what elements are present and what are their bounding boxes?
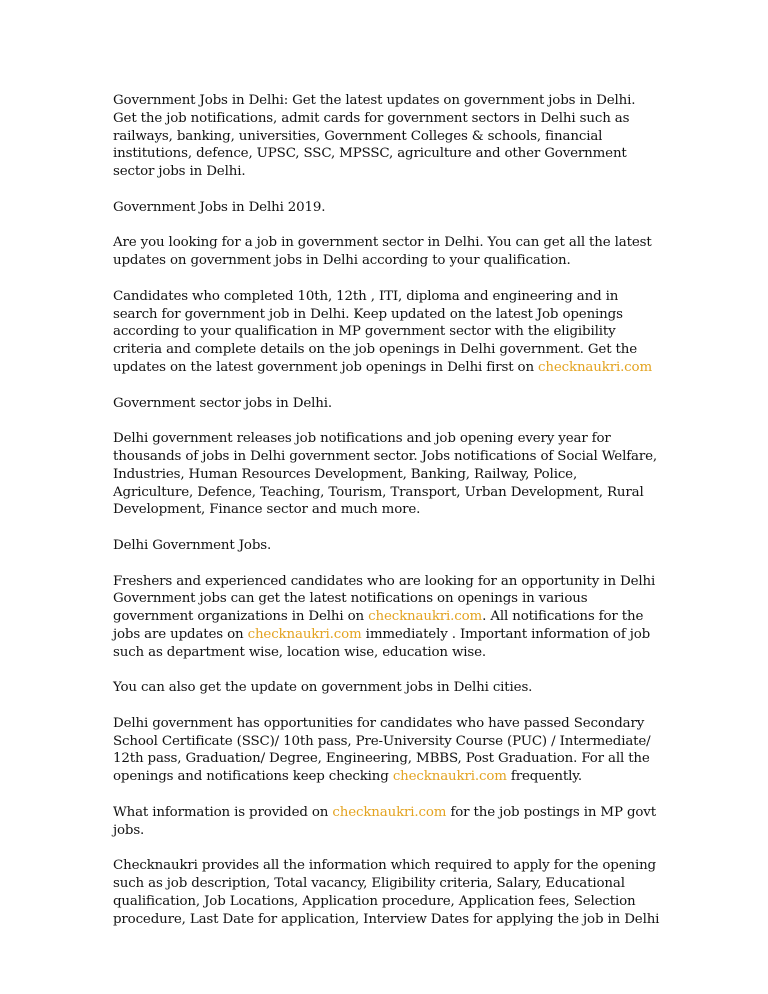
paragraph-freshers (113, 573, 661, 662)
checknaukri-link[interactable]: checknaukri.com (368, 609, 483, 625)
checknaukri-link[interactable]: checknaukri.com (247, 626, 362, 642)
checknaukri-link[interactable]: checknaukri.com (332, 804, 447, 820)
paragraph-delhi-releases: Delhi government releases job notifications and job opening every year for thousands of jobs in Delhi government sector. Jobs notifications of Social Welfare, Industries, Human Resources Development, Banking, Railway, Police, Agriculture, Defence, Teaching, Tourism, Transport, Urban Development, Rural Development, Finance sector and much more. (113, 431, 657, 518)
heading-delhi-govt-jobs: Delhi Government Jobs. (113, 537, 272, 553)
paragraph-opportunities-text-b: frequently. (506, 769, 582, 785)
heading-govt-jobs-2019: Government Jobs in Delhi 2019. (113, 199, 326, 215)
paragraph-checknaukri-provides: Checknaukri provides all the information which required to apply for the opening such as job description, Total vacancy, Eligibility criteria, Salary, Educational qualification, Job Locations, Application procedure, Application fees, Selection procedure, Last Date for application, Interview Dates for applying the job in Delhi (113, 858, 660, 927)
heading-govt-sector-jobs: Government sector jobs in Delhi. (113, 395, 332, 411)
checknaukri-link[interactable]: checknaukri.com (392, 769, 507, 785)
paragraph-what-information-text-a: What information is provided on (113, 804, 333, 820)
paragraph-freshers-text-b: . All notifications for the jobs are updates on (113, 609, 644, 642)
paragraph-candidates (113, 288, 661, 377)
paragraph-what-information (113, 804, 661, 840)
paragraph-opportunities-text-a: Delhi government has opportunities for candidates who have passed Secondary School Certificate (SSC)/ 10th pass, Pre-University Course (PUC) / Intermediate/ 12th pass, Graduation/ Degree, Engineering, MBBS, Post Graduation. For all the openings and notifications keep checking (113, 715, 651, 785)
paragraph-freshers-text-c: immediately . Important information of job such as department wise, location wise, education wise. (113, 626, 651, 660)
paragraph-intro: Government Jobs in Delhi: Get the latest updates on government jobs in Delhi. Get the job notifications, admit cards for government sectors in Delhi such as railways, banking, universities, Government Colleges & schools, financial institutions, defence, UPSC, SSC, MPSSC, agriculture and other Government sector jobs in Delhi. (113, 93, 636, 180)
paragraph-delhi-cities: You can also get the update on government jobs in Delhi cities. (113, 680, 533, 696)
paragraph-candidates-text: Candidates who completed 10th, 12th , ITI, diploma and engineering and in search for government job in Delhi. Keep updated on the latest Job openings according to your qualification in MP government sector with the eligibility criteria and complete details on the job openings in Delhi government. Get the updates on the latest government job openings in Delhi first on (113, 288, 638, 375)
paragraph-looking-for-job: Are you looking for a job in government sector in Delhi. You can get all the latest updates on government jobs in Delhi according to your qualification. (113, 235, 652, 269)
paragraph-opportunities (113, 715, 661, 786)
checknaukri-link[interactable]: checknaukri.com (538, 359, 652, 375)
paragraph-freshers-text-a: Freshers and experienced candidates who are looking for an opportunity in Delhi Government jobs can get the latest notifications on openings in various government organizations in Delhi on (113, 573, 656, 625)
paragraph-what-information-text-b: for the job postings in MP govt jobs. (113, 804, 656, 838)
document-page (113, 92, 661, 946)
